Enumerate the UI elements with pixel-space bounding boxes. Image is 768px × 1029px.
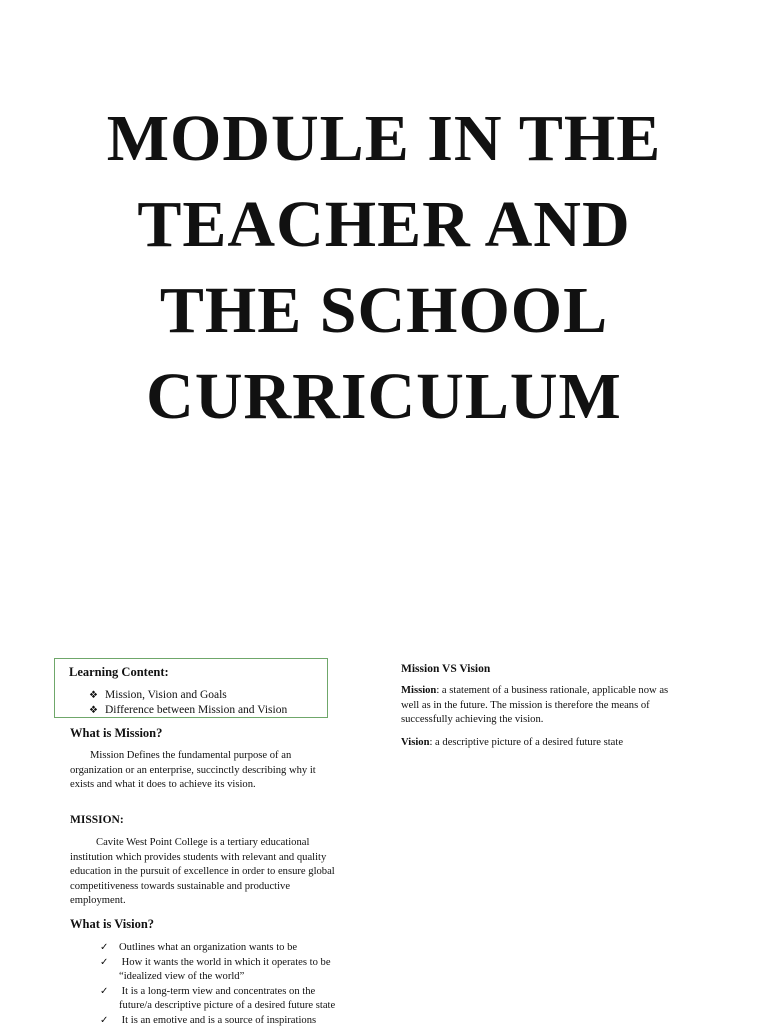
- learning-content-box: [54, 658, 328, 718]
- checkmark-icon: ✓: [100, 1014, 109, 1026]
- what-is-mission-heading: What is Mission?: [70, 726, 163, 740]
- what-is-mission-paragraph: Mission Defines the fundamental purpose of an organization or an enterprise, succinctly describing why it exists and what it does to achieve its vision.: [70, 750, 316, 791]
- learning-content-list: [89, 688, 287, 718]
- diamond-bullet-icon: ❖: [89, 705, 98, 716]
- learning-content-heading: Learning Content:: [69, 665, 169, 679]
- title-line: CURRICULUM: [146, 360, 622, 433]
- checkmark-icon: ✓: [100, 985, 109, 997]
- vision-term: Vision: [401, 737, 430, 748]
- mission-definition: Mission: a statement of a business rationale, applicable now as well as in the future. The mission is therefore the means of successfully achieving the vision.: [401, 685, 669, 726]
- mission-term: Mission: [401, 685, 437, 696]
- vision-checklist: [100, 941, 370, 1029]
- list-item: ✓ It is a long-term view and concentrates on the future/a descriptive picture of a desired future state: [100, 985, 336, 1012]
- vision-definition: Vision: a descriptive picture of a desired future state: [401, 737, 624, 748]
- what-is-vision-heading: What is Vision?: [70, 917, 155, 931]
- checkmark-icon: ✓: [100, 942, 109, 953]
- title-line: MODULE IN THE: [106, 102, 662, 175]
- mission-paragraph: Cavite West Point College is a tertiary educational institution which provides students with relevant and quality education in the pursuit of excellence in order to ensure global competitiveness towards sustainable and productive employment.: [70, 837, 335, 907]
- list-item: ✓ It is an emotive and is a source of inspirations: [100, 1014, 370, 1029]
- mission-heading: MISSION:: [70, 814, 124, 826]
- list-item: ✓ Outlines what an organization wants to be: [100, 941, 370, 956]
- title-line: THE SCHOOL: [159, 274, 609, 347]
- title-line: TEACHER AND: [137, 188, 631, 261]
- mission-vs-vision-heading: Mission VS Vision: [401, 663, 491, 675]
- checkmark-icon: ✓: [100, 956, 109, 968]
- list-item: ❖ Difference between Mission and Vision: [89, 704, 288, 716]
- list-item: ❖ Mission, Vision and Goals: [89, 689, 227, 701]
- diamond-bullet-icon: ❖: [89, 690, 98, 701]
- cover-title: [0, 96, 768, 440]
- list-item: ✓ How it wants the world in which it operates to be “idealized view of the world”: [100, 956, 331, 983]
